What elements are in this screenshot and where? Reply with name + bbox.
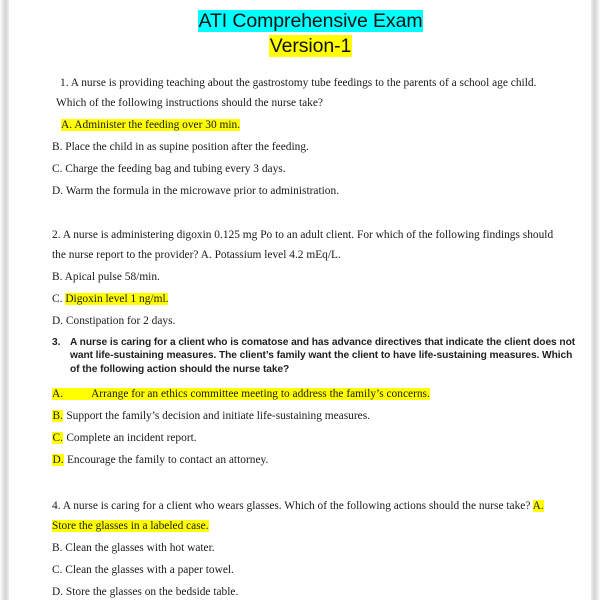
- question-3-stem-text: [70, 336, 575, 377]
- question-block-4: [52, 496, 569, 600]
- question-3-option-a-highlight: [52, 388, 430, 400]
- exam-title-text: ATI Comprehensive Exam: [198, 10, 423, 32]
- question-1-stem-line-2: Which of the following instructions should the nurse take?: [56, 96, 323, 109]
- question-3-option-a[interactable]: [52, 384, 569, 404]
- question-3-option-d[interactable]: [52, 450, 569, 470]
- question-4-option-d[interactable]: D. Store the glasses on the bedside table.: [52, 586, 239, 599]
- question-3-option-c-text: Complete an incident report.: [66, 432, 197, 445]
- spacer-after-title: [52, 59, 569, 73]
- question-1-option-a-highlight: A. Administer the feeding over 30 min.: [61, 118, 241, 131]
- question-3-option-d-text: Encourage the family to contact an attorney.: [66, 454, 269, 467]
- question-2-option-c-highlight: Digoxin level 1 ng/ml.: [65, 292, 169, 305]
- question-3-option-a-letter: A.: [52, 388, 64, 401]
- question-4-stem-text: 4. A nurse is caring for a client who wears glasses. Which of the following actions should the nurse take?: [52, 500, 533, 513]
- question-1-option-a[interactable]: [52, 115, 569, 135]
- question-1-option-c[interactable]: C. Charge the feeding bag and tubing every 3 days.: [52, 162, 286, 175]
- question-2-option-b[interactable]: B. Apical pulse 58/min.: [52, 270, 160, 283]
- question-3-option-b-letter-highlight: B.: [52, 410, 63, 423]
- exam-version-text: Version-1: [269, 34, 352, 57]
- question-block-2: [52, 225, 569, 331]
- spacer-between-q3-q4: [52, 470, 569, 496]
- question-3-options: [52, 384, 569, 470]
- question-4-option-a-highlight: Store the glasses in a labeled case.: [52, 520, 209, 533]
- question-3-number: 3.: [52, 336, 61, 348]
- exam-title-line: [52, 9, 569, 34]
- document-body: [9, 0, 591, 600]
- spacer-q3-stem-options: [52, 376, 569, 384]
- question-3-stem-line-1: A nurse is caring for a client who is comatose and has advance directives that indicate the client does not: [70, 336, 576, 348]
- document-page-sheet: [9, 0, 591, 600]
- page-left-gutter: [0, 0, 9, 600]
- question-2-stem-line-2: the nurse report to the provider? A. Potassium level 4.2 mEq/L.: [52, 248, 341, 261]
- exam-version-line: [52, 34, 569, 59]
- question-4-option-c[interactable]: C. Clean the glasses with a paper towel.: [52, 564, 234, 577]
- question-4-option-a-letter-highlight[interactable]: A.: [532, 500, 544, 513]
- question-3-option-c-letter-highlight: C.: [52, 432, 63, 445]
- question-2-option-d[interactable]: D. Constipation for 2 days.: [52, 314, 176, 327]
- question-4-stem-line-1: [52, 496, 569, 516]
- question-3-option-c[interactable]: [52, 428, 569, 448]
- question-2-option-c-letter: C.: [52, 292, 63, 305]
- question-1-option-b[interactable]: B. Place the child in as supine position after the feeding.: [52, 140, 309, 153]
- question-3-option-a-text: Arrange for an ethics committee meeting to address the family’s concerns.: [91, 388, 430, 401]
- document-title-block: [52, 9, 569, 59]
- question-3-option-b-text: Support the family’s decision and initiate life-sustaining measures.: [66, 410, 370, 423]
- page-right-gutter: [591, 0, 600, 600]
- question-2-option-c[interactable]: [52, 289, 569, 309]
- question-3-stem-line-2: want life-sustaining measures. The client’s family want the client to have life-sustaining measures. Which: [70, 350, 573, 362]
- question-4-option-b[interactable]: B. Clean the glasses with hot water.: [52, 542, 215, 555]
- spacer-between-q1-q2: [52, 201, 569, 225]
- question-1-option-d[interactable]: D. Warm the formula in the microwave prior to administration.: [52, 184, 340, 197]
- question-3-option-d-letter-highlight: D.: [52, 454, 64, 467]
- question-block-1: [52, 73, 569, 201]
- question-1-stem-line-1: 1. A nurse is providing teaching about the gastrostomy tube feedings to the parents of a school age child.: [60, 76, 537, 89]
- question-3-stem: [52, 336, 576, 377]
- question-2-stem-line-1: 2. A nurse is administering digoxin 0.125 mg Po to an adult client. For which of the following findings should: [52, 228, 554, 241]
- question-4-option-a-text-line[interactable]: [52, 516, 569, 536]
- question-block-3: [52, 336, 576, 377]
- question-3-option-b[interactable]: [52, 406, 569, 426]
- question-3-stem-line-3: of the following action should the nurse take?: [70, 363, 290, 375]
